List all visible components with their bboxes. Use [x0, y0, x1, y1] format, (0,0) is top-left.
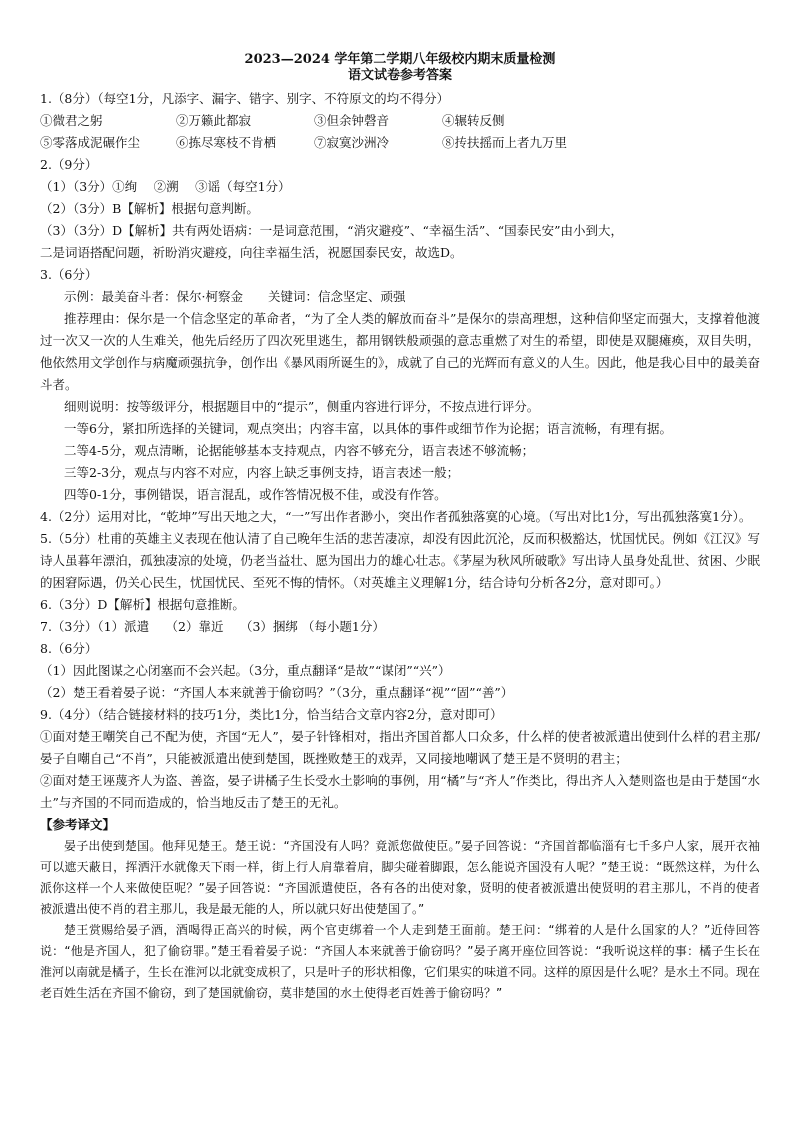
- q3-grade-3: 三等2-3分，观点与内容不对应，内容上缺乏事例支持，语言表述一般；: [64, 465, 460, 480]
- translation-paragraph-2: 楚王赏赐给晏子酒，酒喝得正高兴的时候，两个官吏绑着一个人走到楚王面前。楚王问：“绑着的人是什么国家的人？”近侍回答说：“他是齐国人，犯了偷窃罪。”楚王看着晏子说：“齐国人本来就善于偷窃吗？”晏子离开座位回答说：“我听说这样的事：橘子生长在淮河以南就是橘子，生长在淮河以北就变成枳了，只是叶子的形状相像，它们果实的味道不同。这样的原因是什么呢？是水土不同。现在老百姓生活在齐国不偷窃，到了楚国就偷窃，莫非楚国的水土使得老百姓善于偷窃吗？”: [40, 923, 761, 1000]
- q8-part-1: （1）因此图谋之心闭塞而不会兴起。（3分，重点翻译“是故”“谋闭”“兴”）: [40, 663, 451, 678]
- q1-answer: ⑤零落成泥碾作尘: [40, 135, 141, 150]
- q3-rule: 细则说明：按等级评分，根据题目中的“提示”，侧重内容进行评分，不按点进行评分。: [64, 399, 540, 414]
- q2-heading: 2.（9分）: [40, 157, 98, 172]
- q8-heading: 8.（6分）: [40, 641, 98, 656]
- q1-answer: ①微君之躬: [40, 113, 103, 128]
- q3-heading: 3.（6分）: [40, 267, 98, 282]
- translation-paragraph-1: 晏子出使到楚国。他拜见楚王。楚王说：“齐国没有人吗？竟派您做使臣。”晏子回答说：“齐国首都临淄有七千多户人家，展开衣袖可以遮天蔽日，挥洒汗水就像天下雨一样，街上行人肩靠着肩，脚尖碰着脚跟，怎么能说齐国没有人呢？”楚王说：“既然这样，为什么派你这样一个人来做使臣呢？”晏子回答说：“齐国派遣使臣，各有各的出使对象，贤明的使者被派遣出使贤明的君主那儿，不肖的使者被派遣出使不肖的君主那儿，我是最无能的人，所以就只好出使楚国了。”: [40, 839, 760, 916]
- q1-heading: 1.（8分）（每空1分，凡添字、漏字、错字、别字、不符原文的均不得分）: [40, 91, 450, 106]
- document-title: 2023—2024 学年第二学期八年级校内期末质量检测: [244, 52, 556, 67]
- document-subtitle: 语文试卷参考答案: [347, 68, 452, 83]
- q3-grade-4: 四等0-1分，事例错误，语言混乱，或作答情况极不佳，或没有作答。: [64, 487, 447, 502]
- q1-answer: ③但余钟磬音: [314, 113, 390, 128]
- q1-answer: ⑥拣尽寒枝不肯栖: [176, 135, 277, 150]
- q1-answer: ②万籁此都寂: [176, 113, 252, 128]
- q1-answer: ⑦寂寞沙洲冷: [314, 135, 390, 150]
- q4-answer: 4.（2分）运用对比，“乾坤”写出天地之大，“一”写出作者渺小，突出作者孤独落寞的心境。（写出对比1分，写出孤独落寞1分）。: [40, 509, 752, 524]
- q9-point-1: ①面对楚王嘲笑自己不配为使，齐国“无人”，晏子针锋相对，指出齐国首都人口众多，什么样的使者被派遣出使到什么样的君主那/晏子自嘲自己“不肖”，只能被派遣出使到楚国，既挫败楚王的戏弄，又同接地嘲讽了楚王是不贤明的君主；: [40, 729, 760, 766]
- reference-translation-heading: 【参考译文】: [40, 817, 116, 832]
- q1-answers-row-1: [40, 110, 760, 132]
- answer-sheet: [40, 52, 760, 1004]
- q2-part-3-cont: 二是词语搭配问题，祈盼消灾避疫，向往幸福生活，祝愿国泰民安，故选D。: [40, 245, 463, 260]
- q2-part-1: （1）（3分）①绚 ②溯 ③谣（每空1分）: [40, 179, 291, 194]
- q2-part-2: （2）（3分）B【解析】根据句意判断。: [40, 201, 259, 216]
- q6-answer: 6.（3分）D【解析】根据句意推断。: [40, 597, 245, 612]
- q3-grade-2: 二等4-5分，观点清晰，论据能够基本支持观点，内容不够充分，语言表述不够流畅；: [64, 443, 535, 458]
- q1-answer: ④辗转反侧: [442, 113, 505, 128]
- q9-point-2: ②面对楚王诬蔑齐人为盗、善盗，晏子讲橘子生长受水土影响的事例，用“橘”与“齐人”作类比，得出齐人入楚则盗也是由于楚国“水土”与齐国的不同而造成的，恰当地反击了楚王的无礼。: [40, 773, 760, 810]
- q3-grade-1: 一等6分，紧扣所选择的关键词，观点突出；内容丰富，以具体的事件或细节作为论据；语言流畅，有理有据。: [64, 421, 672, 436]
- q1-answer: ⑧抟扶摇而上者九万里: [442, 135, 568, 150]
- q1-answers-row-2: [40, 132, 760, 154]
- q5-answer: 5.（5分）杜甫的英雄主义表现在他认清了自己晚年生活的悲苦凄凉，却没有因此沉沦，反而积极豁达，忧国忧民。例如《江汉》写诗人虽暮年漂泊，孤独凄凉的处境，仍老当益壮、愿为国出力的雄心壮志。《茅屋为秋风所破歌》写出诗人虽身处乱世、贫困、少眠的困窘际遇，仍关心民生，忧国忧民、至死不悔的情怀。（对英雄主义理解1分，结合诗句分析各2分，意对即可。）: [40, 531, 760, 590]
- q7-answer: 7.（3分）（1）派遣 （2）靠近 （3）捆绑 （每小题1分）: [40, 619, 385, 634]
- q8-part-2: （2）楚王看着晏子说：“齐国人本来就善于偷窃吗？”（3分，重点翻译“视”“固”“善”）: [40, 685, 514, 700]
- q3-reason: 推荐理由：保尔是一个信念坚定的革命者，“为了全人类的解放而奋斗”是保尔的崇高理想，这种信仰坚定而强大，支撑着他渡过一次又一次的人生难关，他先后经历了四次死里逃生，都用钢铁般顽强的意志重燃了对生的希望，即使是双腿瘫痪，双目失明，他依然用文学创作与病魔顽强抗争，创作出《暴风雨所诞生的》，成就了自己的光辉而有意义的人生。因此，他是我心目中的最美奋斗者。: [40, 311, 760, 392]
- q9-heading: 9.（4分）（结合链接材料的技巧1分，类比1分，恰当结合文章内容2分，意对即可）: [40, 707, 503, 722]
- q3-example: 示例：最美奋斗者：保尔·柯察金 关键词：信念坚定、顽强: [64, 289, 406, 304]
- q2-part-3: （3）（3分）D【解析】共有两处语病：一是词意范围，“消灾避疫”、“幸福生活”、“国泰民安”由小到大，: [40, 223, 624, 238]
